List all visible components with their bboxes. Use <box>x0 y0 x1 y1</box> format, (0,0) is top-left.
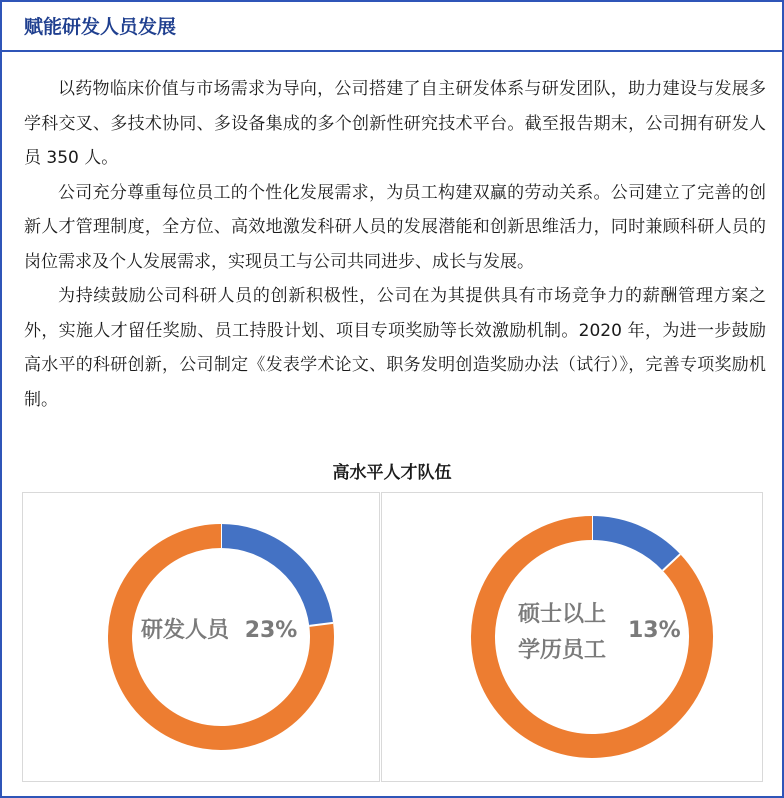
chart-panel-masters-staff <box>381 492 763 782</box>
body-text <box>24 72 766 417</box>
chart-panel-rd-staff <box>22 492 380 782</box>
donut-label-rd-staff: 研发人员 <box>141 618 230 643</box>
donut-value-masters-staff: 13% <box>628 618 681 643</box>
donut-center-label-masters-staff <box>518 597 606 669</box>
donut-slice-masters-staff-0 <box>592 528 671 562</box>
paragraph-2: 公司充分尊重每位员工的个性化发展需求，为员工构建双赢的劳动关系。公司建立了完善的创新人才管理制度，全方位、高效地激发科研人员的发展潜能和创新思维活力，同时兼顾科研人员的岗位需求及个人发展需求，实现员工与公司共同进步、成长与发展。 <box>24 182 766 272</box>
donut-label-masters-line2: 学历员工 <box>518 638 607 663</box>
paragraph-3: 为持续鼓励公司科研人员的创新积极性，公司在为其提供具有市场竞争力的薪酬管理方案之外，实施人才留任奖励、员工持股计划、项目专项奖励等长效激励机制。2020 年，为进一步鼓励高水平的科研创新，公司制定《发表学术论文、职务发明创造奖励办法（试行）》，完善专项奖励机制。 <box>24 286 766 410</box>
title-divider <box>2 50 782 52</box>
paragraph-1: 以药物临床价值与市场需求为导向，公司搭建了自主研发体系与研发团队，助力建设与发展多学科交叉、多技术协同、多设备集成的多个创新性研究技术平台。截至报告期末，公司拥有研发人员 350 人。 <box>24 79 766 168</box>
donut-label-masters-line1: 硕士以上 <box>518 602 607 627</box>
page-title: 赋能研发人员发展 <box>24 16 177 38</box>
donut-value-rd-staff: 23% <box>244 618 298 643</box>
donut-slice-rd-staff-0 <box>221 536 321 624</box>
charts-section-title: 高水平人才队伍 <box>332 463 452 483</box>
donut-center-label-rd-staff <box>141 613 297 649</box>
